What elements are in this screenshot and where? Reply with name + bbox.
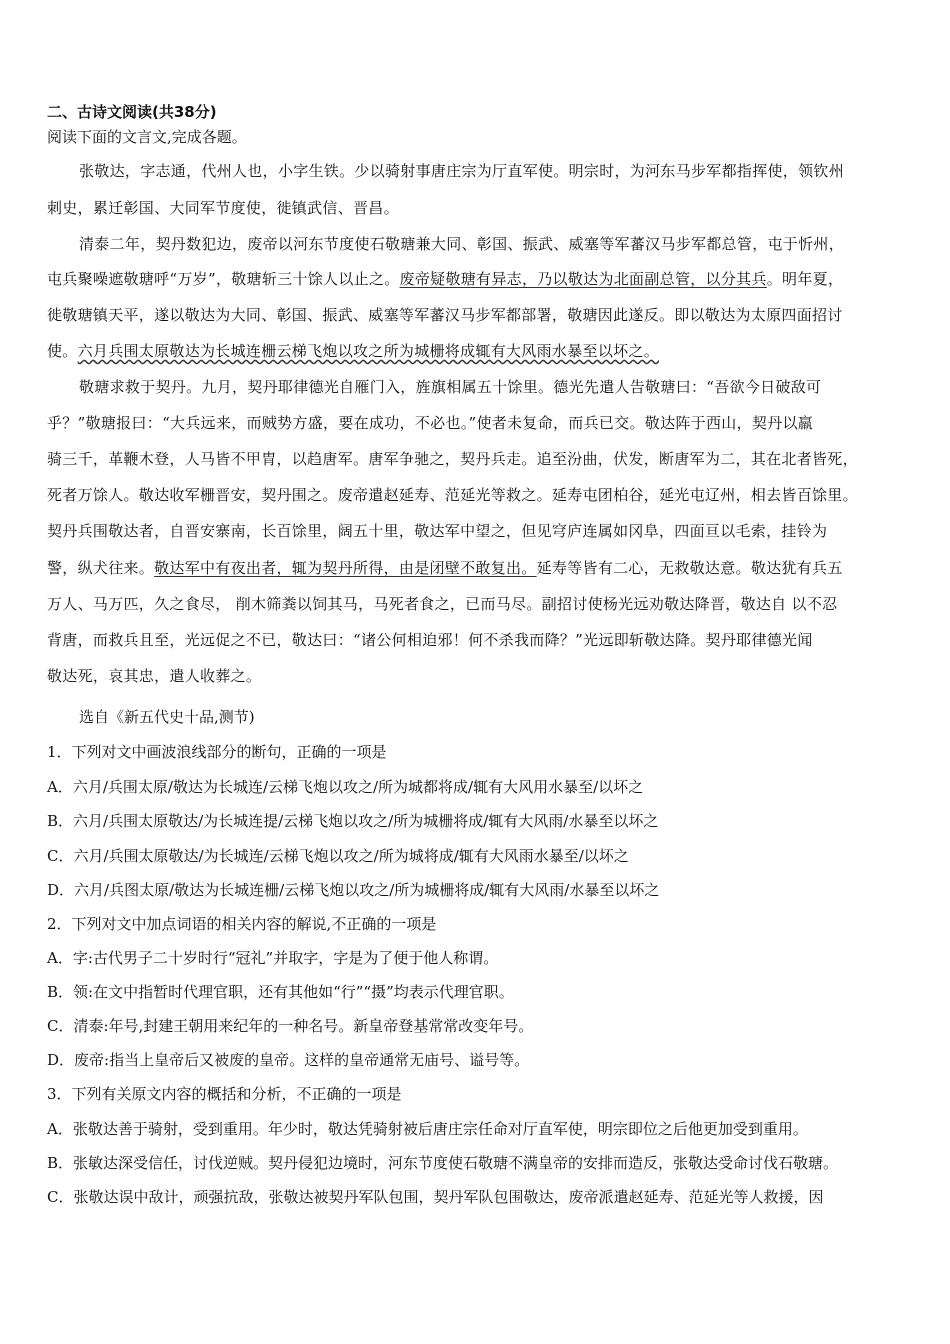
passage-line: 刺史，累迁彰国、大同军节度使，徙镇武信、晋昌。 [47, 199, 399, 217]
passage-line: 背唐，而救兵且至，光远促之不已，敬达曰：“诸公何相迫邪！何不杀我而降？”光远即斩敬达降。契丹耶律德光闻 [47, 631, 813, 649]
passage-line: 张敬达，字志通，代州人也，小字生铁。少以骑射事唐庄宗为厅直军使。明宗时，为河东马步军都指挥使，领钦州 [79, 162, 845, 180]
wavy-underlined-sentence: 六月兵围太原敬达为长城连栅云梯飞炮以攻之所为城栅将成辄有大风雨水暴至以坏之。 [77, 342, 660, 360]
passage-line [47, 557, 843, 578]
answer-option: A．张敬达善于骑射，受到重用。年少时，敬达凭骑射被后唐庄宗任命对厅直军使，明宗即位之后他更加受到重用。 [47, 1120, 808, 1138]
answer-option: B．六月/兵围太原敬达/为长城连提/云梯飞炮以攻之/所为城栅将成/辄有大风雨/水暴至以坏之 [47, 812, 659, 830]
passage-line: 死者万馀人。敬达收军栅晋安，契丹围之。废帝遣赵延寿、范延光等救之。延寿屯团柏谷，延光屯辽州，相去皆百馀里。 [47, 486, 858, 504]
section-title: 二、古诗文阅读(共38分) [47, 103, 217, 121]
passage-line [47, 268, 843, 289]
answer-option: D．废帝:指当上皇帝后又被废的皇帝。这样的皇帝通常无庙号、谥号等。 [47, 1051, 530, 1069]
question-stem: 2．下列对文中加点词语的相关内容的解说,不正确的一项是 [47, 915, 437, 933]
underlined-sentence: 敬达军中有夜出者，辄为契丹所得，由是闭壁不敢复出。 [154, 559, 537, 577]
question-stem: 3．下列有关原文内容的概括和分析，不正确的一项是 [47, 1085, 402, 1103]
passage-line: 契丹兵围敬达者，自晋安寨南，长百馀里，阔五十里，敬达军中望之，但见穹庐连属如冈阜，四面亘以毛索，挂铃为 [47, 522, 828, 540]
answer-option: C．清泰:年号,封建王朝用来纪年的一种名号。新皇帝登基常常改变年号。 [47, 1017, 534, 1035]
answer-option: B．领:在文中指暂时代理官职，还有其他如“行”“摄”均表示代理官职。 [47, 983, 514, 1001]
passage-text: 使。 [47, 342, 78, 360]
answer-option: C．六月/兵围太原敬达/为长城连/云梯飞炮以攻之/所为城将成/辄有大风雨水暴至/以坏之 [47, 847, 629, 865]
passage-line: 徙敬瑭镇天平，遂以敬达为大同、彰国、振武、威塞等军蕃汉马步军都部署，敬瑭因此遂反。即以敬达为太原四面招讨 [47, 306, 843, 324]
passage-line: 敬达死，哀其忠，遣人收葬之。 [47, 667, 262, 685]
passage-text: 屯兵聚噪遮敬瑭呼“万岁”，敬瑭斩三十馀人以止之。 [47, 270, 400, 288]
section-instruction: 阅读下面的文言文,完成各题。 [47, 128, 247, 146]
answer-option: A．字:古代男子二十岁时行“冠礼”并取字，字是为了便于他人称谓。 [47, 949, 499, 967]
passage-line: 乎？”敬瑭报曰：“大兵远来，而贼势方盛，要在成功，不必也。”使者未复命，而兵已交。敬达阵于西山，契丹以羸 [47, 414, 814, 432]
passage-text: 延寿等皆有二心，无救敬达意。敬达犹有兵五 [536, 559, 843, 577]
passage-line: 万人、马万匹，久之食尽， 削木筛粪以饲其马，马死者食之，已而马尽。副招讨使杨光远劝敬达降晋，敬达自 以不忍 [47, 595, 838, 613]
answer-option: A．六月/兵围太原/敬达为长城连/云梯飞炮以攻之/所为城都将成/辄有大风用水暴至/以坏之 [47, 778, 644, 796]
passage-line: 敬瑭求救于契丹。九月，契丹耶律德光自雁门入，旌旗相属五十馀里。德光先遣人告敬瑭曰：“吾欲今日破敌可 [79, 378, 822, 396]
underlined-sentence: 废帝疑敬瑭有异志，乃以敬达为北面副总管，以分其兵 [399, 270, 767, 288]
passage-text: 。明年夏， [766, 270, 844, 288]
answer-option: D．六月/兵图太原/敬达为长城连栅/云梯飞炮以攻之/所为城栅将成/辄有大风雨/水暴至以坏之 [47, 881, 660, 899]
passage-line: 骑三千，革鞭木登，人马皆不甲胄，以趋唐军。唐军争驰之，契丹兵走。追至汾曲，伏发，断唐军为二，其在北者皆死， [47, 450, 858, 468]
passage-line [47, 340, 659, 361]
passage-text: 警，纵犬往来。 [47, 559, 155, 577]
passage-line: 清泰二年，契丹数犯边，废帝以河东节度使石敬瑭兼大同、彰国、振武、威塞等军蕃汉马步军都总管，屯于忻州， [79, 235, 845, 253]
answer-option: C．张敬达误中敌计，顽强抗敌，张敬达被契丹军队包围，契丹军队包围敬达，废帝派遣赵延寿、范延光等人救援，因 [47, 1188, 824, 1206]
question-stem: 1．下列对文中画波浪线部分的断句，正确的一项是 [47, 743, 387, 761]
answer-option: B．张敏达深受信任，讨伐逆贼。契丹侵犯边境时，河东节度使石敬瑭不满皇帝的安排而造反，张敬达受命讨伐石敬瑭。 [47, 1154, 839, 1172]
passage-source: 选自《新五代史十品,测节) [79, 708, 255, 726]
